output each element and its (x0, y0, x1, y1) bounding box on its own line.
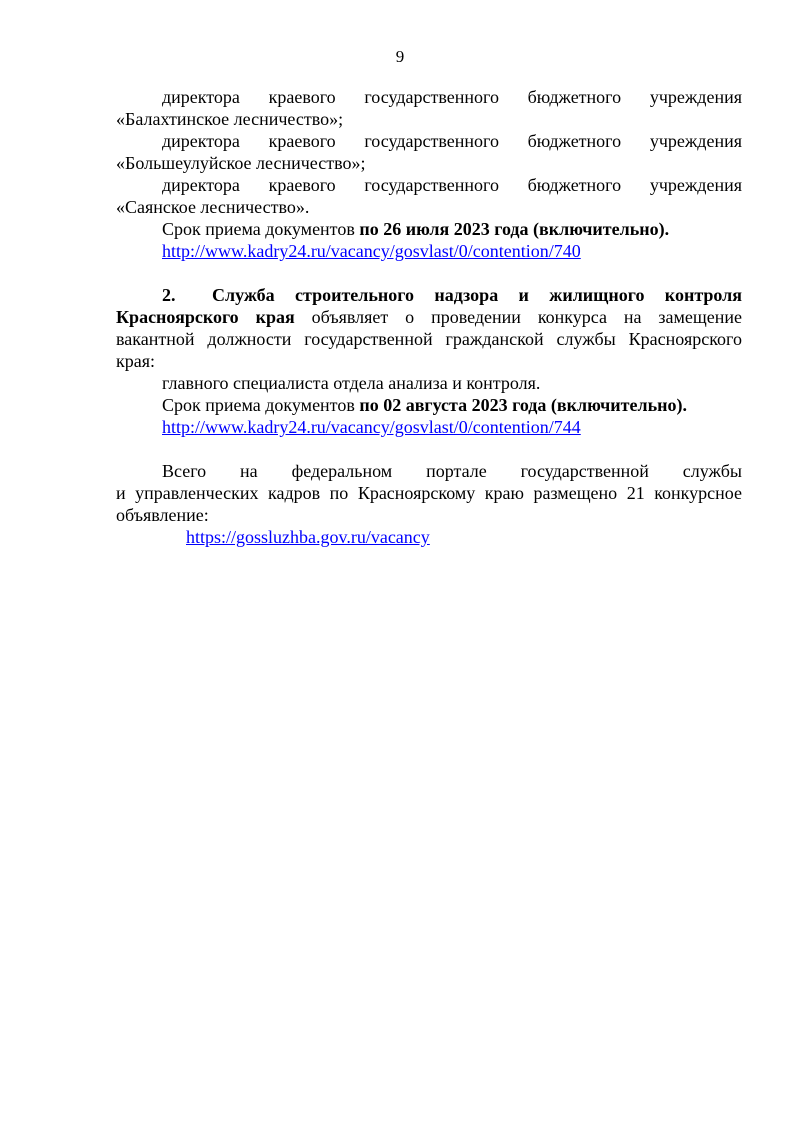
section2-deadline-date: по 02 августа 2023 года (включительно). (359, 395, 687, 415)
section2-number: 2. (162, 285, 176, 305)
section2-line4: края: (116, 351, 156, 371)
forestry-vacancy-link[interactable]: http://www.kadry24.ru/vacancy/gosvlast/0/contention/740 (162, 241, 581, 261)
section2-vacancy-link[interactable]: http://www.kadry24.ru/vacancy/gosvlast/0/contention/744 (162, 417, 581, 437)
forestry-item-1-line1: директора краевого государственного бюджетного учреждения (162, 87, 742, 107)
section2-line1 (116, 284, 742, 306)
summary-line3: объявление: (116, 505, 209, 525)
summary-link-row (116, 526, 742, 548)
page-number: 9 (395, 47, 405, 66)
section2-link-row (116, 416, 742, 438)
section2-position: главного специалиста отдела анализа и контроля. (162, 373, 541, 393)
section2-line2 (116, 306, 742, 328)
section2-org-line2: Красноярского края (116, 307, 295, 327)
forestry-item-3-line2: «Саянское лесничество». (116, 197, 310, 217)
section2-org-line1: Служба строительного надзора и жилищного контроля (212, 285, 742, 305)
section2-deadline-prefix: Срок приема документов (162, 395, 360, 415)
section2-text-after-org: объявляет о проведении конкурса на замещение (294, 307, 742, 327)
forestry-item-2-line1: директора краевого государственного бюджетного учреждения (162, 131, 742, 151)
forestry-deadline-date: по 26 июля 2023 года (включительно). (359, 219, 670, 239)
summary-line1: Всего на федеральном портале государственной службы (162, 461, 742, 481)
gossluzhba-vacancy-link[interactable]: https://gossluzhba.gov.ru/vacancy (186, 527, 430, 547)
forestry-deadline-prefix: Срок приема документов (162, 219, 360, 239)
section2-deadline (116, 394, 742, 416)
summary-line2: и управленческих кадров по Красноярскому краю размещено 21 конкурсное (116, 483, 742, 503)
forestry-item-1-line2: «Балахтинское лесничество»; (116, 109, 344, 129)
forestry-link-row (116, 240, 742, 262)
forestry-item-2-line2: «Большеулуйское лесничество»; (116, 153, 366, 173)
forestry-deadline (116, 218, 742, 240)
forestry-item-3-line1: директора краевого государственного бюджетного учреждения (162, 175, 742, 195)
section2-line3: вакантной должности государственной гражданской службы Красноярского (116, 329, 742, 349)
